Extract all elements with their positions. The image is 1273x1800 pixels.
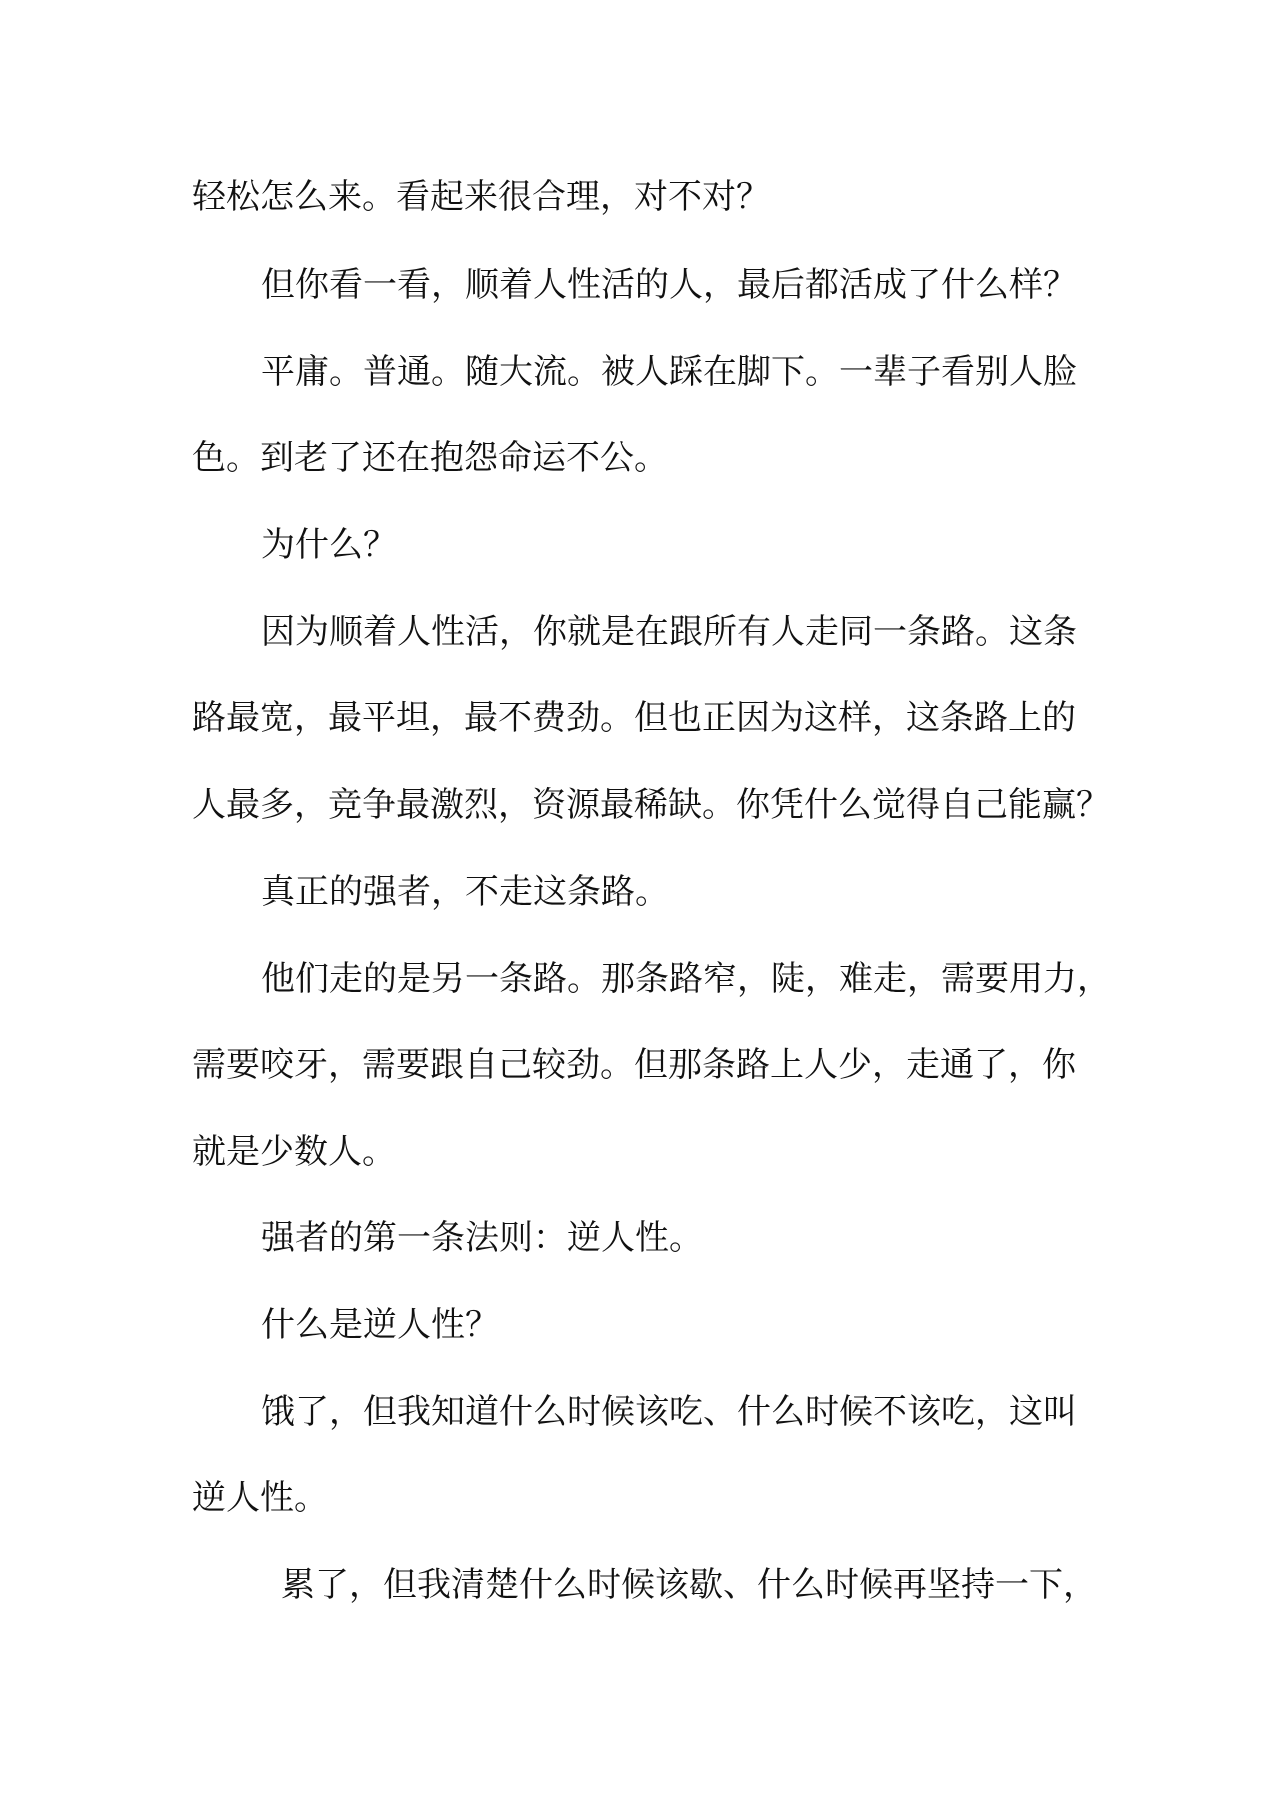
body-text-line: 饿了，但我知道什么时候该吃、什么时候不该吃，这叫 — [261, 1392, 1077, 1432]
body-text-line: 真正的强者，不走这条路。 — [261, 872, 669, 912]
body-text-line: 为什么？ — [261, 525, 397, 565]
body-text-line: 需要咬牙，需要跟自己较劲。但那条路上人少，走通了，你 — [192, 1045, 1076, 1085]
body-text-line: 因为顺着人性活，你就是在跟所有人走同一条路。这条 — [261, 612, 1077, 652]
body-text-line: 色。到老了还在抱怨命运不公。 — [192, 438, 668, 478]
body-text-line: 路最宽，最平坦，最不费劲。但也正因为这样，这条路上的 — [192, 698, 1076, 738]
body-text-line: 轻松怎么来。看起来很合理，对不对？ — [192, 177, 770, 217]
body-text-line: 平庸。普通。随大流。被人踩在脚下。一辈子看别人脸 — [261, 352, 1077, 392]
body-text-line: 就是少数人。 — [192, 1132, 396, 1172]
body-text-line: 他们走的是另一条路。那条路窄，陡，难走，需要用力， — [261, 959, 1111, 999]
body-text-line: 强者的第一条法则：逆人性。 — [261, 1218, 703, 1258]
body-text-line: 人最多，竞争最激烈，资源最稀缺。你凭什么觉得自己能赢？ — [192, 785, 1110, 825]
body-text-line: 累了，但我清楚什么时候该歇、什么时候再坚持一下， — [281, 1565, 1097, 1605]
body-text-line: 但你看一看，顺着人性活的人，最后都活成了什么样？ — [261, 265, 1077, 305]
body-text-line: 什么是逆人性？ — [261, 1305, 499, 1345]
body-text-line: 逆人性。 — [192, 1478, 328, 1518]
